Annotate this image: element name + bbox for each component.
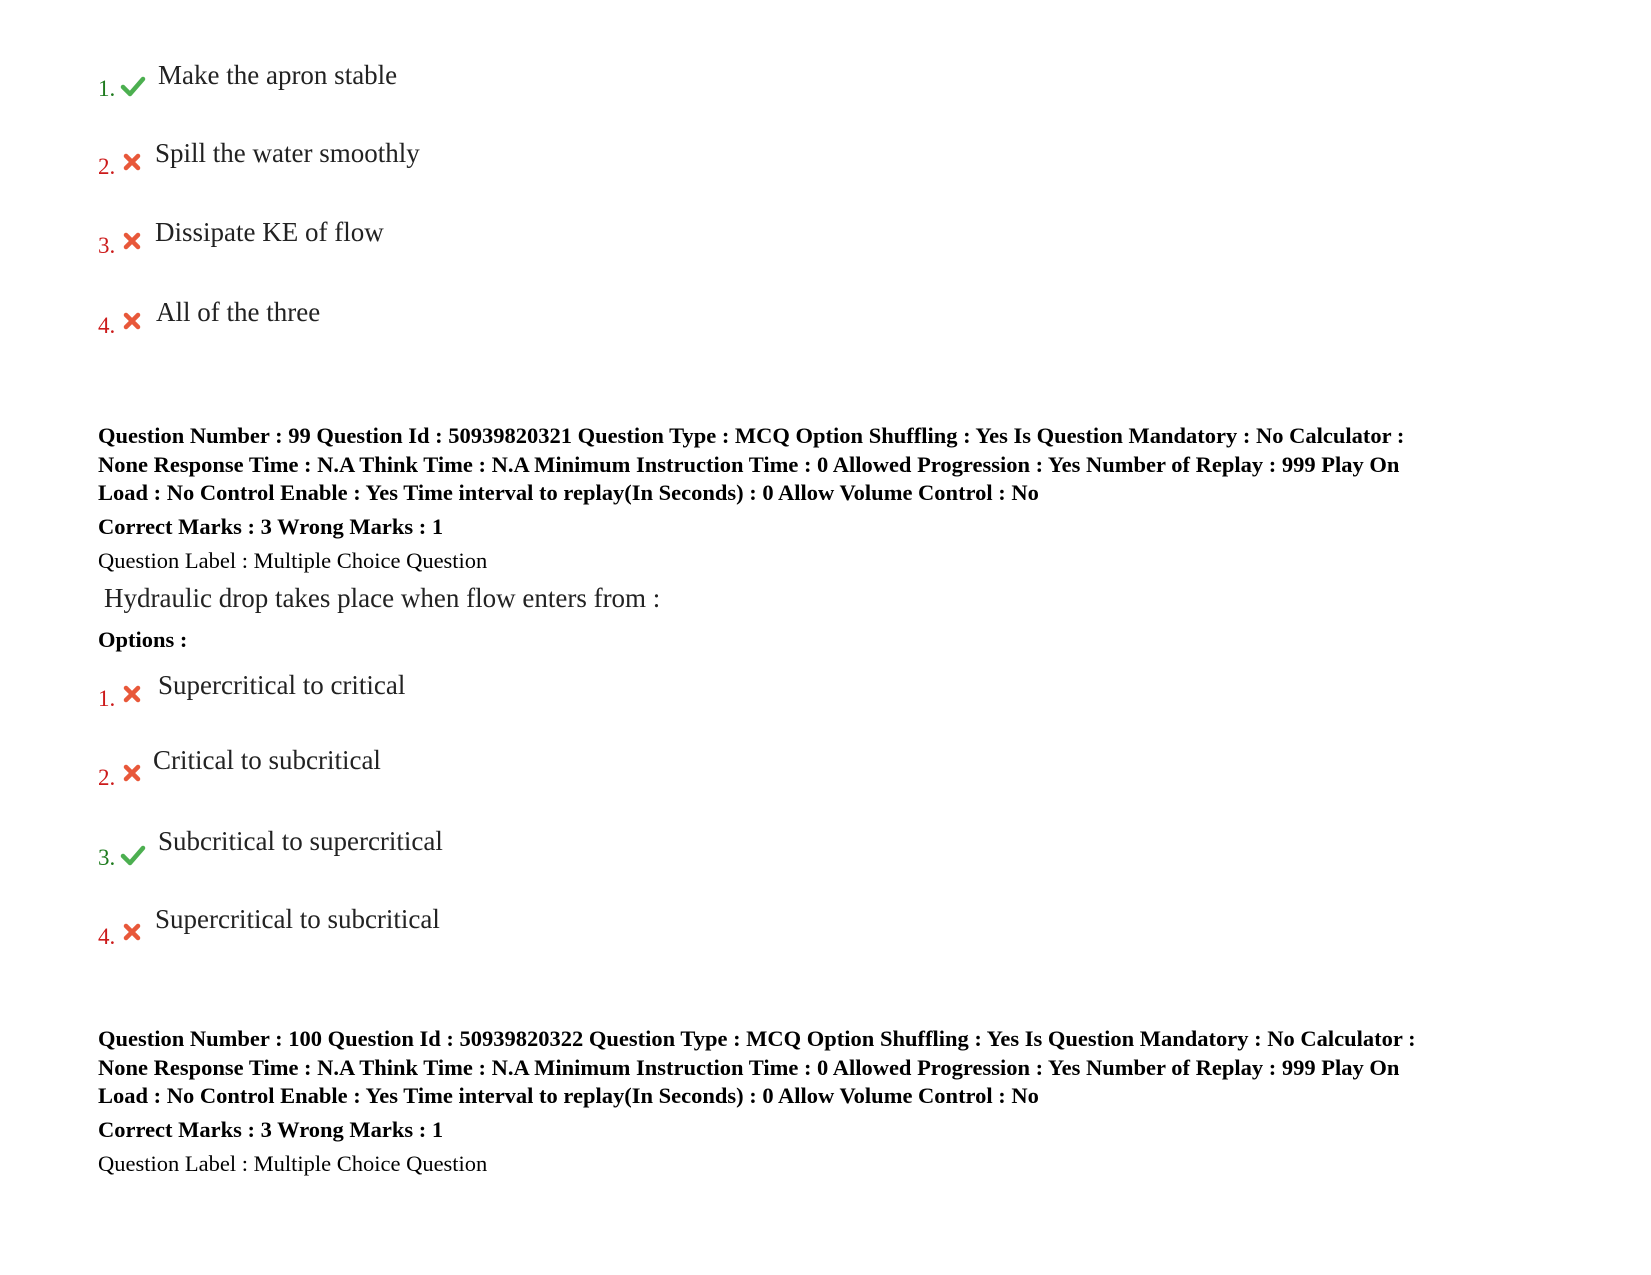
option-text: Supercritical to subcritical bbox=[155, 904, 440, 934]
cross-icon bbox=[122, 152, 142, 172]
prev-option-3 bbox=[98, 217, 798, 267]
options-label: Options : bbox=[98, 627, 188, 652]
question-99-marks: Correct Marks : 3 Wrong Marks : 1 bbox=[98, 514, 444, 539]
option-text: Spill the water smoothly bbox=[155, 138, 420, 168]
prev-option-4 bbox=[98, 297, 798, 347]
option-number: 2. bbox=[98, 154, 116, 179]
option-text: Make the apron stable bbox=[158, 60, 398, 90]
prev-option-1 bbox=[98, 60, 798, 110]
option-number: 4. bbox=[98, 313, 116, 338]
option-text: Supercritical to critical bbox=[158, 670, 406, 700]
meta-line: Question Number : 100 Question Id : 50939820322 Question Type : MCQ Option Shuffling : Yes Is Question Mandatory : No Calculator : bbox=[98, 1026, 1416, 1051]
question-99-meta bbox=[98, 422, 1578, 508]
q99-option-2 bbox=[98, 745, 798, 799]
option-number: 4. bbox=[98, 924, 116, 949]
cross-icon bbox=[122, 311, 142, 331]
check-icon bbox=[120, 842, 146, 868]
question-100-meta bbox=[98, 1025, 1578, 1111]
option-number: 3. bbox=[98, 845, 116, 870]
option-text: Subcritical to supercritical bbox=[158, 826, 443, 856]
check-icon bbox=[120, 73, 146, 99]
prev-option-2 bbox=[98, 138, 798, 188]
option-number: 1. bbox=[98, 686, 116, 711]
option-number: 1. bbox=[98, 76, 116, 101]
cross-icon bbox=[122, 763, 142, 783]
question-99-text: Hydraulic drop takes place when flow enters from : bbox=[104, 583, 661, 613]
option-text: Critical to subcritical bbox=[153, 745, 381, 775]
meta-line: Load : No Control Enable : Yes Time interval to replay(In Seconds) : 0 Allow Volume Control : No bbox=[98, 480, 1039, 505]
q99-option-4 bbox=[98, 904, 798, 958]
option-number: 2. bbox=[98, 765, 116, 790]
cross-icon bbox=[122, 684, 142, 704]
meta-line: None Response Time : N.A Think Time : N.A Minimum Instruction Time : 0 Allowed Progression : Yes Number of Replay : 999 Play On bbox=[98, 451, 1400, 477]
option-number: 3. bbox=[98, 233, 116, 258]
q99-option-1 bbox=[98, 670, 798, 720]
meta-line: Question Number : 99 Question Id : 50939820321 Question Type : MCQ Option Shuffling : Yes Is Question Mandatory : No Calculator : bbox=[98, 423, 1405, 448]
meta-line: None Response Time : N.A Think Time : N.A Minimum Instruction Time : 0 Allowed Progression : Yes Number of Replay : 999 Play On bbox=[98, 1054, 1400, 1080]
option-text: Dissipate KE of flow bbox=[155, 217, 384, 247]
question-100-label: Question Label : Multiple Choice Question bbox=[98, 1151, 488, 1176]
cross-icon bbox=[122, 231, 142, 251]
question-99-label: Question Label : Multiple Choice Question bbox=[98, 548, 488, 573]
question-100-marks: Correct Marks : 3 Wrong Marks : 1 bbox=[98, 1117, 444, 1142]
option-text: All of the three bbox=[156, 297, 321, 327]
cross-icon bbox=[122, 922, 142, 942]
meta-line: Load : No Control Enable : Yes Time interval to replay(In Seconds) : 0 Allow Volume Control : No bbox=[98, 1083, 1039, 1108]
q99-option-3 bbox=[98, 826, 798, 879]
